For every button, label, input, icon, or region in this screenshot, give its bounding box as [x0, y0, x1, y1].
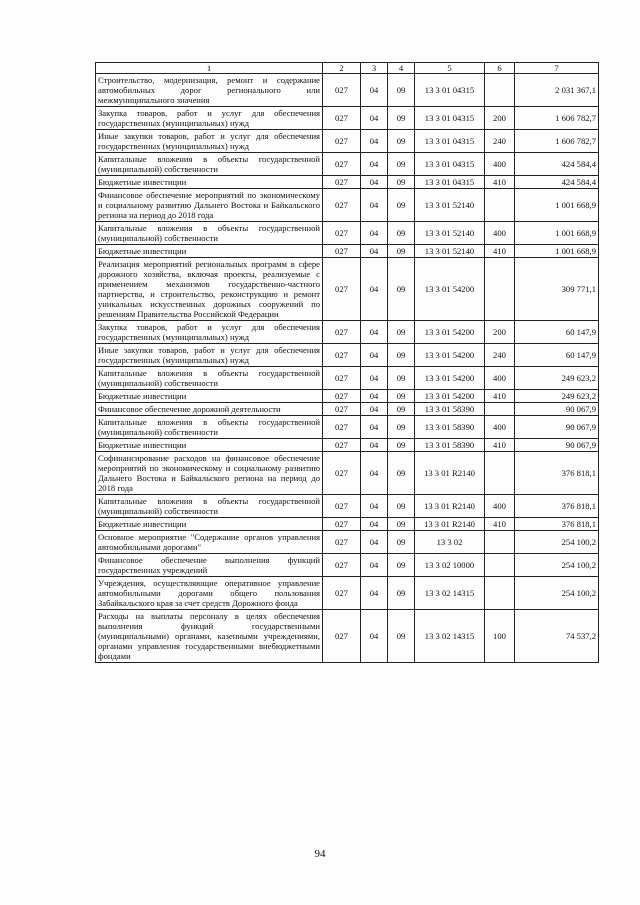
subsection-code: 09 [388, 153, 415, 176]
amount: 74 537,2 [515, 610, 599, 663]
ministry-code: 027 [323, 518, 361, 531]
expense-type [485, 452, 515, 495]
subsection-code: 09 [388, 245, 415, 258]
target-article: 13 3 01 54200 [415, 321, 485, 344]
expense-type: 200 [485, 321, 515, 344]
row-name: Бюджетные инвестиции [96, 439, 323, 452]
expense-type: 400 [485, 222, 515, 245]
subsection-code: 09 [388, 258, 415, 321]
table-row [96, 403, 599, 416]
expense-type: 240 [485, 344, 515, 367]
target-article: 13 3 01 54200 [415, 367, 485, 390]
row-name: Закупка товаров, работ и услуг для обеспечения государственных (муниципальных) нужд [96, 321, 323, 344]
row-name: Бюджетные инвестиции [96, 245, 323, 258]
subsection-code: 09 [388, 518, 415, 531]
amount: 90 067,9 [515, 439, 599, 452]
target-article: 13 3 01 04315 [415, 176, 485, 189]
subsection-code: 09 [388, 416, 415, 439]
ministry-code: 027 [323, 577, 361, 610]
ministry-code: 027 [323, 222, 361, 245]
amount: 90 067,9 [515, 416, 599, 439]
section-code: 04 [361, 344, 388, 367]
amount: 60 147,9 [515, 321, 599, 344]
amount: 249 623,2 [515, 367, 599, 390]
ministry-code: 027 [323, 390, 361, 403]
subsection-code: 09 [388, 452, 415, 495]
row-name: Бюджетные инвестиции [96, 518, 323, 531]
table-row [96, 74, 599, 107]
subsection-code: 09 [388, 222, 415, 245]
ministry-code: 027 [323, 176, 361, 189]
target-article: 13 3 01 52140 [415, 222, 485, 245]
ministry-code: 027 [323, 367, 361, 390]
section-code: 04 [361, 390, 388, 403]
table-row [96, 321, 599, 344]
subsection-code: 09 [388, 495, 415, 518]
table-row [96, 610, 599, 663]
ministry-code: 027 [323, 344, 361, 367]
amount: 1 606 782,7 [515, 130, 599, 153]
section-code: 04 [361, 245, 388, 258]
row-name: Капитальные вложения в объекты государственной (муниципальной) собственности [96, 495, 323, 518]
expense-type: 410 [485, 439, 515, 452]
section-code: 04 [361, 518, 388, 531]
table-row [96, 153, 599, 176]
subsection-code: 09 [388, 577, 415, 610]
amount: 1 001 668,9 [515, 222, 599, 245]
page-number: 94 [314, 848, 326, 860]
row-name: Софинансирование расходов на финансовое обеспечение мероприятий по экономическому и социальному развитию Дальнего Востока и Байкальского региона на период до 2018 года [96, 452, 323, 495]
subsection-code: 09 [388, 344, 415, 367]
table-row [96, 518, 599, 531]
row-name: Капитальные вложения в объекты государственной (муниципальной) собственности [96, 416, 323, 439]
table-row [96, 439, 599, 452]
table-row [96, 107, 599, 130]
target-article: 13 3 01 52140 [415, 189, 485, 222]
table-row [96, 222, 599, 245]
section-code: 04 [361, 107, 388, 130]
subsection-code: 09 [388, 321, 415, 344]
row-name: Финансовое обеспечение выполнения функций государственных учреждений [96, 554, 323, 577]
amount: 376 818,1 [515, 452, 599, 495]
expense-type: 400 [485, 416, 515, 439]
expense-type [485, 403, 515, 416]
amount: 60 147,9 [515, 344, 599, 367]
ministry-code: 027 [323, 416, 361, 439]
section-code: 04 [361, 554, 388, 577]
target-article: 13 3 01 04315 [415, 153, 485, 176]
row-name: Иные закупки товаров, работ и услуг для обеспечения государственных (муниципальных) нужд [96, 344, 323, 367]
ministry-code: 027 [323, 189, 361, 222]
row-name: Бюджетные инвестиции [96, 176, 323, 189]
section-code: 04 [361, 153, 388, 176]
target-article: 13 3 01 52140 [415, 245, 485, 258]
section-code: 04 [361, 577, 388, 610]
row-name: Капитальные вложения в объекты государственной (муниципальной) собственности [96, 153, 323, 176]
subsection-code: 09 [388, 403, 415, 416]
section-code: 04 [361, 74, 388, 107]
target-article: 13 3 01 54200 [415, 390, 485, 403]
amount: 1 001 668,9 [515, 189, 599, 222]
table-row [96, 189, 599, 222]
ministry-code: 027 [323, 439, 361, 452]
subsection-code: 09 [388, 390, 415, 403]
row-name: Строительство, модернизация, ремонт и содержание автомобильных дорог регионального или межмуниципального значения [96, 74, 323, 107]
ministry-code: 027 [323, 74, 361, 107]
header-cell: 2 [323, 63, 361, 74]
table-row [96, 390, 599, 403]
amount: 1 606 782,7 [515, 107, 599, 130]
section-code: 04 [361, 531, 388, 554]
table-row [96, 554, 599, 577]
section-code: 04 [361, 222, 388, 245]
amount: 249 623,2 [515, 390, 599, 403]
subsection-code: 09 [388, 189, 415, 222]
target-article: 13 3 01 54200 [415, 258, 485, 321]
ministry-code: 027 [323, 531, 361, 554]
expense-type [485, 189, 515, 222]
row-name: Бюджетные инвестиции [96, 390, 323, 403]
table-row [96, 130, 599, 153]
subsection-code: 09 [388, 439, 415, 452]
target-article: 13 3 01 R2140 [415, 452, 485, 495]
target-article: 13 3 02 14315 [415, 577, 485, 610]
section-code: 04 [361, 416, 388, 439]
expense-type [485, 258, 515, 321]
target-article: 13 3 01 58390 [415, 439, 485, 452]
ministry-code: 027 [323, 452, 361, 495]
section-code: 04 [361, 130, 388, 153]
section-code: 04 [361, 367, 388, 390]
expense-type: 410 [485, 390, 515, 403]
ministry-code: 027 [323, 554, 361, 577]
row-name: Иные закупки товаров, работ и услуг для обеспечения государственных (муниципальных) нужд [96, 130, 323, 153]
table-row [96, 531, 599, 554]
expense-type: 100 [485, 610, 515, 663]
header-cell: 7 [515, 63, 599, 74]
ministry-code: 027 [323, 321, 361, 344]
subsection-code: 09 [388, 74, 415, 107]
section-code: 04 [361, 495, 388, 518]
row-name: Учреждения, осуществляющие оперативное управление автомобильными дорогами общего пользования Забайкальского края за счет средств Дорожного фонда [96, 577, 323, 610]
ministry-code: 027 [323, 107, 361, 130]
header-cell: 5 [415, 63, 485, 74]
subsection-code: 09 [388, 554, 415, 577]
row-name: Финансовое обеспечение мероприятий по экономическому и социальному развитию Дальнего Востока и Байкальского региона на период до 2018 года [96, 189, 323, 222]
amount: 424 584,4 [515, 176, 599, 189]
target-article: 13 3 02 14315 [415, 610, 485, 663]
ministry-code: 027 [323, 153, 361, 176]
subsection-code: 09 [388, 130, 415, 153]
amount: 309 771,1 [515, 258, 599, 321]
section-code: 04 [361, 452, 388, 495]
row-name: Основное мероприятие "Содержание органов управления автомобильными дорогами" [96, 531, 323, 554]
expense-type: 400 [485, 153, 515, 176]
subsection-code: 09 [388, 367, 415, 390]
section-code: 04 [361, 189, 388, 222]
target-article: 13 3 01 R2140 [415, 495, 485, 518]
amount: 376 818,1 [515, 495, 599, 518]
target-article: 13 3 01 04315 [415, 130, 485, 153]
section-code: 04 [361, 321, 388, 344]
section-code: 04 [361, 403, 388, 416]
table-row [96, 176, 599, 189]
header-row [96, 63, 599, 74]
expense-type: 200 [485, 107, 515, 130]
subsection-code: 09 [388, 610, 415, 663]
amount: 1 001 668,9 [515, 245, 599, 258]
section-code: 04 [361, 439, 388, 452]
row-name: Реализация мероприятий региональных программ в сфере дорожного хозяйства, включая проекты, реализуемые с применением механизмов государственно-частного партнерства, и строительство, реконструкцию и ремонт уникальных искусственных дорожных сооружений по решениям Правительства Российской Федерации [96, 258, 323, 321]
amount: 2 031 367,1 [515, 74, 599, 107]
amount: 254 100,2 [515, 554, 599, 577]
expense-type: 400 [485, 367, 515, 390]
table-row [96, 245, 599, 258]
table-row [96, 258, 599, 321]
table-row [96, 416, 599, 439]
expense-type [485, 74, 515, 107]
expense-type: 410 [485, 245, 515, 258]
subsection-code: 09 [388, 531, 415, 554]
header-cell: 3 [361, 63, 388, 74]
amount: 254 100,2 [515, 531, 599, 554]
target-article: 13 3 02 [415, 531, 485, 554]
expense-type: 240 [485, 130, 515, 153]
ministry-code: 027 [323, 130, 361, 153]
budget-table [95, 62, 599, 663]
expense-type: 400 [485, 495, 515, 518]
expense-type: 410 [485, 176, 515, 189]
table-row [96, 344, 599, 367]
section-code: 04 [361, 610, 388, 663]
expense-type [485, 531, 515, 554]
section-code: 04 [361, 258, 388, 321]
target-article: 13 3 01 54200 [415, 344, 485, 367]
row-name: Финансовое обеспечение дорожной деятельности [96, 403, 323, 416]
row-name: Расходы на выплаты персоналу в целях обеспечения выполнения функций государственными (муниципальными) органами, казенными учреждениями, органами управления государственными внебюджетными фондами [96, 610, 323, 663]
row-name: Закупка товаров, работ и услуг для обеспечения государственных (муниципальных) нужд [96, 107, 323, 130]
ministry-code: 027 [323, 610, 361, 663]
header-cell: 6 [485, 63, 515, 74]
amount: 376 818,1 [515, 518, 599, 531]
table-row [96, 367, 599, 390]
expense-type: 410 [485, 518, 515, 531]
expense-type [485, 554, 515, 577]
table-row [96, 577, 599, 610]
section-code: 04 [361, 176, 388, 189]
ministry-code: 027 [323, 495, 361, 518]
amount: 424 584,4 [515, 153, 599, 176]
target-article: 13 3 02 10000 [415, 554, 485, 577]
row-name: Капитальные вложения в объекты государственной (муниципальной) собственности [96, 222, 323, 245]
target-article: 13 3 01 04315 [415, 107, 485, 130]
expense-type [485, 577, 515, 610]
table-row [96, 452, 599, 495]
ministry-code: 027 [323, 403, 361, 416]
row-name: Капитальные вложения в объекты государственной (муниципальной) собственности [96, 367, 323, 390]
ministry-code: 027 [323, 245, 361, 258]
ministry-code: 027 [323, 258, 361, 321]
header-cell: 4 [388, 63, 415, 74]
amount: 90 067,9 [515, 403, 599, 416]
table-row [96, 495, 599, 518]
target-article: 13 3 01 58390 [415, 403, 485, 416]
target-article: 13 3 01 R2140 [415, 518, 485, 531]
subsection-code: 09 [388, 176, 415, 189]
subsection-code: 09 [388, 107, 415, 130]
target-article: 13 3 01 04315 [415, 74, 485, 107]
target-article: 13 3 01 58390 [415, 416, 485, 439]
header-cell: 1 [96, 63, 323, 74]
amount: 254 100,2 [515, 577, 599, 610]
